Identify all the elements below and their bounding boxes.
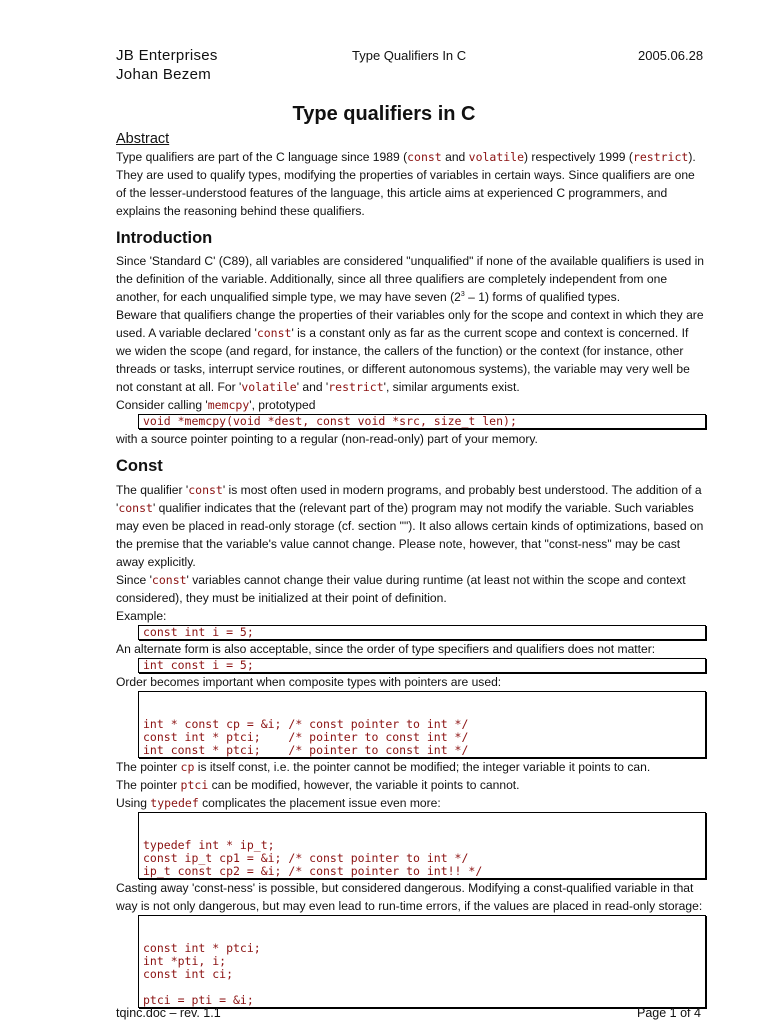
code-block-typedef: typedef int * ip_t; const ip_t cp1 = &i; /* const pointer to int */ ip_t const cp2 = &i; /* const pointer to int!! */ (138, 812, 706, 879)
const-heading: Const (116, 457, 163, 475)
const-paragraph-1: The qualifier 'const' is most often used in modern programs, and probably best understood. The addition of a 'const' qualifier indicates that the (relevant part of the) program may not modify the variable. Such variables may even be placed in read-only storage (cf. section ""). It also allows certain kinds of optimizations, based on the premise that the variable's value cannot change. Please note, however, that "const-ness" may be cast away explicitly. (116, 483, 704, 569)
const-paragraph-4: Order becomes important when composite types with pointers are used: (116, 675, 502, 689)
const-paragraph-5: The pointer cp is itself const, i.e. the pointer cannot be modified; the integer variable it points to can. (116, 760, 651, 774)
footer-doc-revision: tqinc.doc – rev. 1.1 (116, 1006, 221, 1020)
example-label: Example: (116, 609, 167, 623)
const-paragraph-3: An alternate form is also acceptable, since the order of type specifiers and qualifiers does not matter: (116, 642, 656, 656)
const-paragraph-2: Since 'const' variables cannot change their value during runtime (at least not within the scope and context considered), they must be initialized at their point of definition. (116, 573, 686, 605)
introduction-heading: Introduction (116, 229, 213, 247)
page-title: Type qualifiers in C (292, 103, 476, 125)
intro-paragraph-1: Since 'Standard C' (C89), all variables are considered "unqualified" if none of the available qualifiers is used in the definition of the variable. Additionally, since all three qualifiers are completely independent from one another, for each unqualified simple type, we may have seven $(2^3 - 1)$ forms of qualified types. (116, 254, 704, 304)
author-name: Johan Bezem (116, 66, 212, 83)
intro-paragraph-4: with a source pointer pointing to a regular (non-read-only) part of your memory. (116, 432, 538, 446)
intro-paragraph-2: Beware that qualifiers change the properties of their variables only for the scope and context in which they are used. A variable declared 'const' is a constant only as far as the current scope and context is concerned. If we widen the scope (and regard, for instance, the callers of the function) or the context (for instance, other threads or tasks, interrupt service routines, or different autonomous systems), the variable may very well be not constant at all. For 'volatile' and 'restrict', similar arguments exist. (116, 308, 704, 394)
header-doc-title: Type Qualifiers In C (352, 48, 467, 63)
code-block-pointers: int * const cp = &i; /* const pointer to int */ const int * ptci; /* pointer to const int */ int const * ptci; /* pointer to const int */ (138, 691, 706, 758)
code-block-memcpy: void *memcpy(void *dest, const void *src, size_t len); (138, 414, 706, 429)
company-name: JB Enterprises (116, 47, 218, 64)
document-body (116, 130, 704, 1008)
code-block-cast: const int * ptci; int *pti, i; const int ci; ptci = pti = &i; (138, 915, 706, 1008)
intro-paragraph-3: Consider calling 'memcpy', prototyped (116, 398, 316, 412)
header-date: 2005.06.28 (638, 48, 704, 63)
footer-page-number: Page 1 of 4 (637, 1006, 701, 1020)
page-header-left (116, 46, 218, 84)
abstract-heading: Abstract (116, 131, 170, 147)
abstract-paragraph: Type qualifiers are part of the C language since 1989 (const and volatile) respectively 1999 (restrict). They are used to qualify types, modifying the properties of variables in certain ways. Since qualifiers are one of the lesser-understood features of the language, this article aims at experienced C programmers, and explains the reasoning behind these qualifiers. (116, 150, 696, 218)
const-paragraph-7: Using typedef complicates the placement issue even more: (116, 796, 441, 810)
code-block-example: const int i = 5; (138, 625, 706, 640)
const-paragraph-6: The pointer ptci can be modified, however, the variable it points to cannot. (116, 778, 520, 792)
const-paragraph-8: Casting away 'const-ness' is possible, but considered dangerous. Modifying a const-qualified variable in that way is not only dangerous, but may even lead to run-time errors, if the values are placed in read-only storage: (116, 881, 703, 913)
code-block-alternate: int const i = 5; (138, 658, 706, 673)
